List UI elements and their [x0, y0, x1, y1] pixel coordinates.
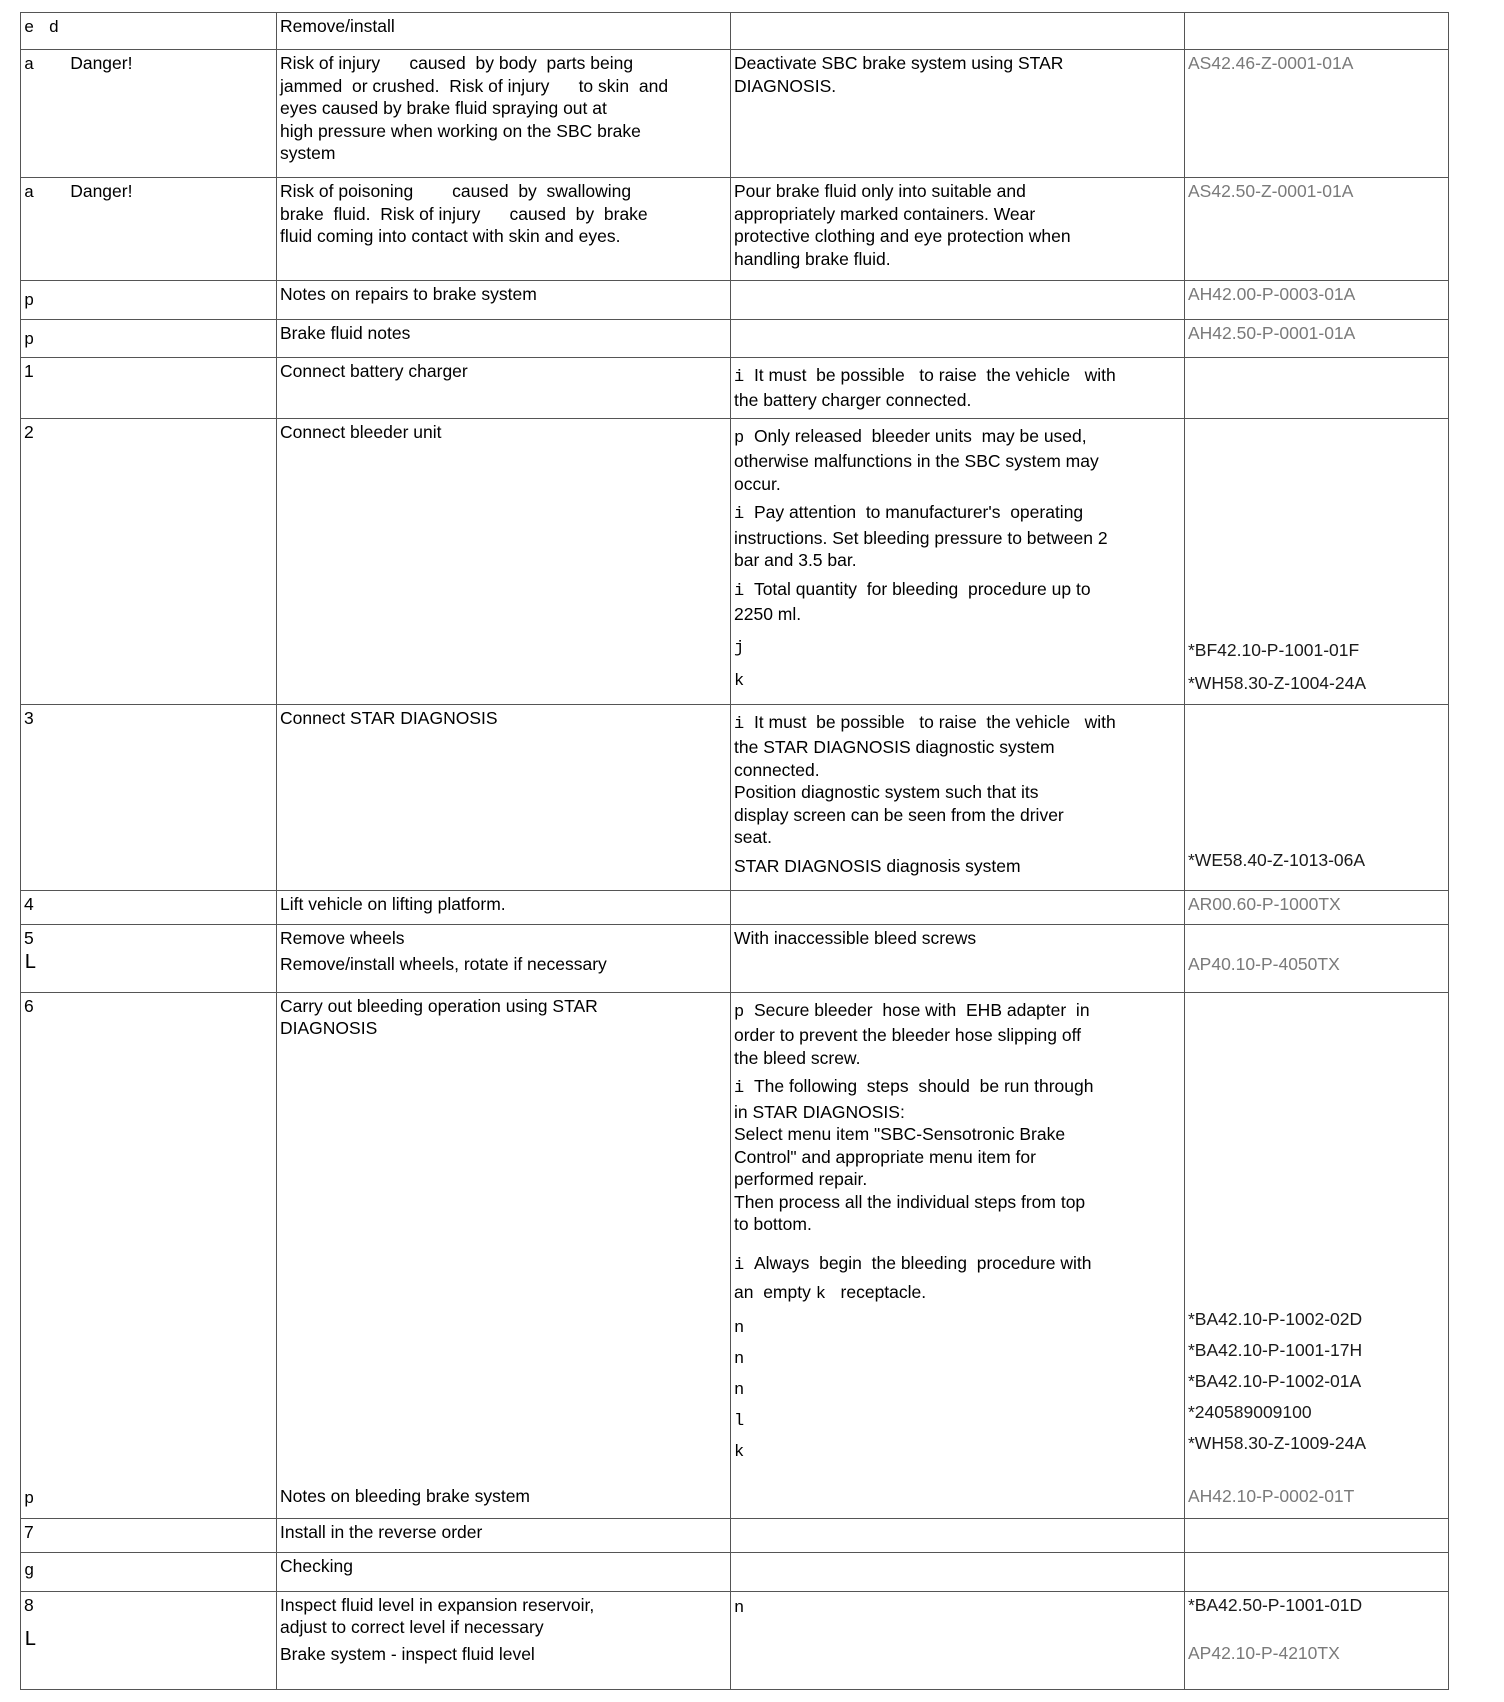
doc-ref-link[interactable]: AH42.10-P-0002-01T [1188, 1486, 1355, 1506]
step-text: Connect bleeder unit [277, 418, 731, 704]
step-row: 1 Connect battery charger i It must be possible to raise the vehicle with the battery charger connected. [21, 357, 1449, 418]
step-row [21, 1591, 1449, 1689]
warning-symbol: a [24, 56, 35, 75]
header-title: Remove/install [277, 13, 731, 50]
step-row [21, 890, 1449, 924]
step-number: 6 [24, 995, 34, 1016]
tool-ref-link[interactable]: *WH58.30-Z-1009-24A [1188, 1432, 1366, 1453]
tool-ref-link[interactable]: *BF42.10-P-1001-01F [1188, 639, 1360, 660]
info-symbol: i [734, 1079, 745, 1098]
info-symbol: i [734, 581, 745, 601]
doc-ref-link[interactable]: AP42.10-P-4210TX [1188, 1643, 1340, 1663]
step-number: 5 [24, 927, 34, 948]
step-text: adjust to correct level if necessary [280, 1617, 544, 1637]
doc-ref-link[interactable]: AP40.10-P-4050TX [1188, 953, 1340, 974]
tool-ref-link[interactable]: *WE58.40-Z-1013-06A [1188, 849, 1366, 870]
info-symbol: i [734, 1255, 745, 1275]
step-number: 1 [21, 357, 277, 418]
tool-ref-link[interactable]: *240589009100 [1188, 1401, 1312, 1422]
warning-symbol: a [24, 184, 35, 203]
note-symbol: p [24, 1490, 35, 1509]
info-symbol: i [734, 505, 745, 524]
step-text: Install in the reverse order [277, 1518, 731, 1552]
step-row [21, 924, 1449, 992]
danger-text: Risk of injury caused by body parts being jammed or crushed. Risk of injury to skin and eyes caused by brake fluid spraying out at high pressure when working on the SBC brake system [277, 50, 731, 178]
step-row: 2 Connect bleeder unit p Only released bleeder units may be used, otherwise malfunctions in the SBC system may occur. i Pay attention to manufacturer's operating instructions. Set bleeding pressure to between 2 bar and 3.5 bar. i Total quantity for bleeding procedure up to 2250 ml. j k *BF42.10-P-1001-01F *WH58.30-Z-1004-24A [21, 418, 1449, 704]
header-row [21, 13, 1449, 50]
note-symbol: p [734, 1002, 745, 1022]
link-symbol: L [24, 952, 37, 975]
tool-symbol: j [734, 638, 745, 658]
danger-action: Pour brake fluid only into suitable and appropriately marked containers. Wear protective clothing and eye protection when handling brake fluid. [731, 178, 1185, 281]
danger-label: Danger! [70, 53, 133, 73]
tool-symbol: k [815, 1285, 826, 1304]
step-number: 7 [21, 1518, 277, 1552]
header-symbols [21, 13, 277, 50]
note-row [21, 320, 1449, 358]
step-number: 8 [24, 1594, 34, 1615]
note-text: Notes on repairs to brake system [277, 281, 731, 320]
tool-symbol: k [734, 1442, 745, 1462]
tool-ref-link[interactable]: *WH58.30-Z-1004-24A [1188, 672, 1366, 693]
note-text: Brake fluid notes [277, 320, 731, 358]
header-e: e [24, 19, 35, 38]
danger-label: Danger! [70, 181, 133, 201]
tool-symbol: n [734, 1318, 745, 1338]
step-row [21, 1518, 1449, 1552]
tool-symbol: k [734, 671, 745, 691]
doc-ref-link[interactable]: AS42.46-Z-0001-01A [1188, 53, 1354, 73]
danger-action: Deactivate SBC brake system using STAR DIAGNOSIS. [731, 50, 1185, 178]
tool-ref-link[interactable]: *BA42.10-P-1001-17H [1188, 1339, 1363, 1360]
info-symbol: i [734, 367, 745, 387]
step-text: Remove wheels [280, 927, 405, 948]
tool-ref-link[interactable]: *BA42.50-P-1001-01D [1188, 1594, 1363, 1615]
doc-ref-link[interactable]: AH42.00-P-0003-01A [1188, 284, 1356, 304]
step-note: With inaccessible bleed screws [731, 924, 1185, 992]
info-symbol: i [734, 714, 745, 734]
note-row [21, 281, 1449, 320]
notes-link-text: Notes on bleeding brake system [280, 1486, 530, 1506]
note-symbol: p [24, 331, 35, 350]
step-text: DIAGNOSIS [280, 1018, 378, 1038]
doc-ref-link[interactable]: AH42.50-P-0001-01A [1188, 323, 1356, 343]
danger-text: Risk of poisoning caused by swallowing brake fluid. Risk of injury caused by brake fluid coming into contact with skin and eyes. [277, 178, 731, 281]
checking-row [21, 1552, 1449, 1591]
step-number: 4 [21, 890, 277, 924]
link-symbol: L [24, 1629, 37, 1652]
step-text: Carry out bleeding operation using STAR [280, 995, 598, 1016]
checking-text: Checking [277, 1552, 731, 1591]
danger-row [21, 50, 1449, 178]
tool-symbol: n [734, 1598, 745, 1618]
note-symbol: p [24, 292, 35, 311]
sub-step-text: Brake system - inspect fluid level [280, 1643, 535, 1664]
tool-ref-link[interactable]: *BA42.10-P-1002-02D [1188, 1308, 1363, 1329]
tool-symbol: n [734, 1380, 745, 1400]
step-text: Connect battery charger [277, 357, 731, 418]
doc-ref-link[interactable]: AR00.60-P-1000TX [1188, 893, 1341, 914]
step-number: 2 [21, 418, 277, 704]
step-row: 6 p Carry out bleeding operation using STAR DIAGNOSIS Notes on bleeding brake system p Secure bleeder hose with EHB adapter in order to prevent the bleeder hose slipping off the bleed screw. i The following steps should be run through in STAR DIAGNOSIS: Select menu item "SBC-Sensotronic Brake Control" and appropriate menu item for performed repair. Then process all the individual steps from top to bottom. i Always begin the bleeding procedure with an empty k receptacle. n n n l k *BA42.10-P-1002-02D *BA42.10-P-1001-17H *BA42.10-P-1002-01A *240589009100 *WH58.30-Z-1009-24A AH42.10-P-0002-01T [21, 992, 1449, 1518]
step-number: 3 [21, 704, 277, 890]
tool-symbol: l [734, 1411, 745, 1431]
tool-ref-link[interactable]: *BA42.10-P-1002-01A [1188, 1370, 1362, 1391]
danger-row [21, 178, 1449, 281]
sub-step-text: Remove/install wheels, rotate if necessary [280, 954, 607, 974]
step-text: Lift vehicle on lifting platform. [277, 890, 731, 924]
procedure-table [20, 12, 1449, 1690]
doc-ref-link[interactable]: AS42.50-Z-0001-01A [1188, 181, 1354, 201]
header-d: d [48, 19, 59, 38]
check-symbol: g [24, 1561, 35, 1581]
note-symbol: p [734, 428, 745, 448]
step-text: Connect STAR DIAGNOSIS [277, 704, 731, 890]
tool-symbol: n [734, 1349, 745, 1369]
step-text: Inspect fluid level in expansion reservoir, [280, 1594, 595, 1615]
step-row: 3 Connect STAR DIAGNOSIS i It must be possible to raise the vehicle with the STAR DIAGNOSIS diagnostic system connected. Position diagnostic system such that its display screen can be seen from the driver seat. STAR DIAGNOSIS diagnosis system *WE58.40-Z-1013-06A [21, 704, 1449, 890]
